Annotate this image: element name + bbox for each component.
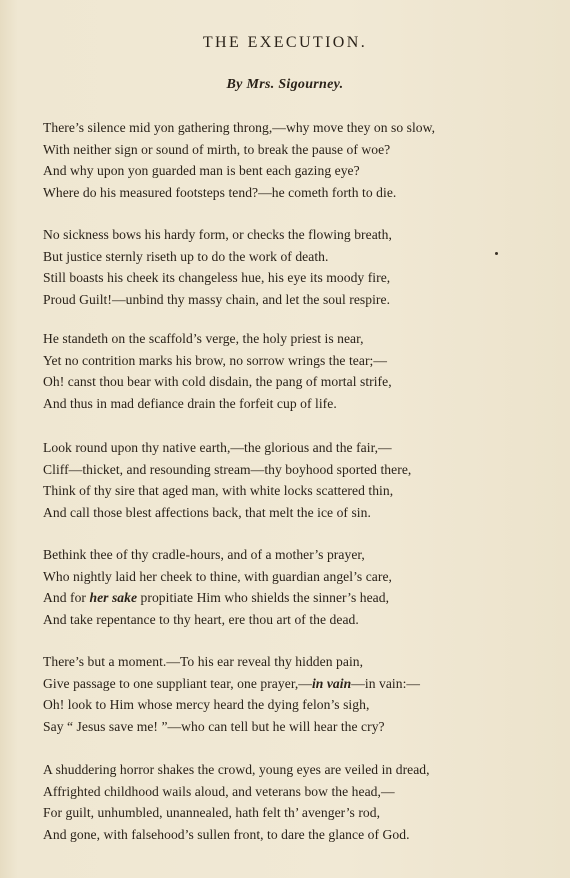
stanza-1 <box>43 117 543 203</box>
stanza-line: Where do his measured footsteps tend?—he cometh forth to die. <box>43 184 397 200</box>
ink-speck <box>495 252 498 255</box>
emphasis-text: in vain <box>311 675 352 691</box>
stanza-line: And call those blest affections back, that melt the ice of sin. <box>43 504 371 520</box>
stanza-line <box>43 673 543 695</box>
stanza-line: But justice sternly riseth up to do the work of death. <box>43 248 329 264</box>
stanza-line: And thus in mad defiance drain the forfeit cup of life. <box>43 395 337 411</box>
emphasis-text: her sake <box>89 590 138 605</box>
stanza-line: And take repentance to thy heart, ere thou art of the dead. <box>43 611 359 627</box>
line-text: Give passage to one suppliant tear, one prayer,— <box>43 675 312 691</box>
stanza-line: For guilt, unhumbled, unannealed, hath felt th’ avenger’s rod, <box>43 805 381 820</box>
stanza-line: Yet no contrition marks his brow, no sorrow wrings the tear;— <box>43 352 387 368</box>
stanza-line: Affrighted childhood wails aloud, and veterans bow the head,— <box>43 783 395 799</box>
stanza-line: Who nightly laid her cheek to thine, with guardian angel’s care, <box>43 568 392 584</box>
poem-title: THE EXECUTION. <box>202 34 368 51</box>
line-text: propitiate Him who shields the sinner’s head, <box>137 590 390 605</box>
stanza-line: Cliff—thicket, and resounding stream—thy boyhood sported there, <box>43 461 412 477</box>
line-text: And for <box>43 590 90 605</box>
stanza-line: Oh! look to Him whose mercy heard the dying felon’s sigh, <box>43 697 370 712</box>
stanza-line: Proud Guilt!—unbind thy massy chain, and let the soul respire. <box>43 291 391 307</box>
stanza-line: Say “ Jesus save me! ”—who can tell but he will hear the cry? <box>43 718 385 734</box>
stanza-4 <box>43 437 543 523</box>
stanza-7 <box>43 759 543 845</box>
stanza-line: Think of thy sire that aged man, with white locks scattered thin, <box>43 483 394 498</box>
stanza-2 <box>43 224 543 310</box>
stanza-6 <box>43 651 543 737</box>
stanza-line: Bethink thee of thy cradle-hours, and of a mother’s prayer, <box>43 547 365 562</box>
stanza-line: He standeth on the scaffold’s verge, the holy priest is near, <box>43 331 364 346</box>
stanza-5 <box>43 544 543 630</box>
stanza-line: With neither sign or sound of mirth, to break the pause of woe? <box>43 141 391 157</box>
stanza-line: And gone, with falsehood’s sullen front, to dare the glance of God. <box>43 826 410 842</box>
stanza-line: No sickness bows his hardy form, or checks the flowing breath, <box>43 227 392 242</box>
stanza-3 <box>43 328 543 414</box>
poem-byline: By Mrs. Sigourney. <box>226 77 344 92</box>
stanza-line: A shuddering horror shakes the crowd, young eyes are veiled in dread, <box>43 762 430 777</box>
stanza-line: There’s silence mid yon gathering throng,—why move they on so slow, <box>43 120 436 135</box>
stanza-line: There’s but a moment.—To his ear reveal thy hidden pain, <box>43 654 364 669</box>
stanza-line: Still boasts his cheek its changeless hue, his eye its moody fire, <box>43 270 391 285</box>
line-text: —in vain:— <box>351 675 421 691</box>
stanza-line: And why upon yon guarded man is bent each gazing eye? <box>43 163 360 178</box>
stanza-line: Look round upon thy native earth,—the glorious and the fair,— <box>43 440 392 455</box>
stanza-line <box>43 587 543 609</box>
stanza-line: Oh! canst thou bear with cold disdain, the pang of mortal strife, <box>43 374 392 389</box>
